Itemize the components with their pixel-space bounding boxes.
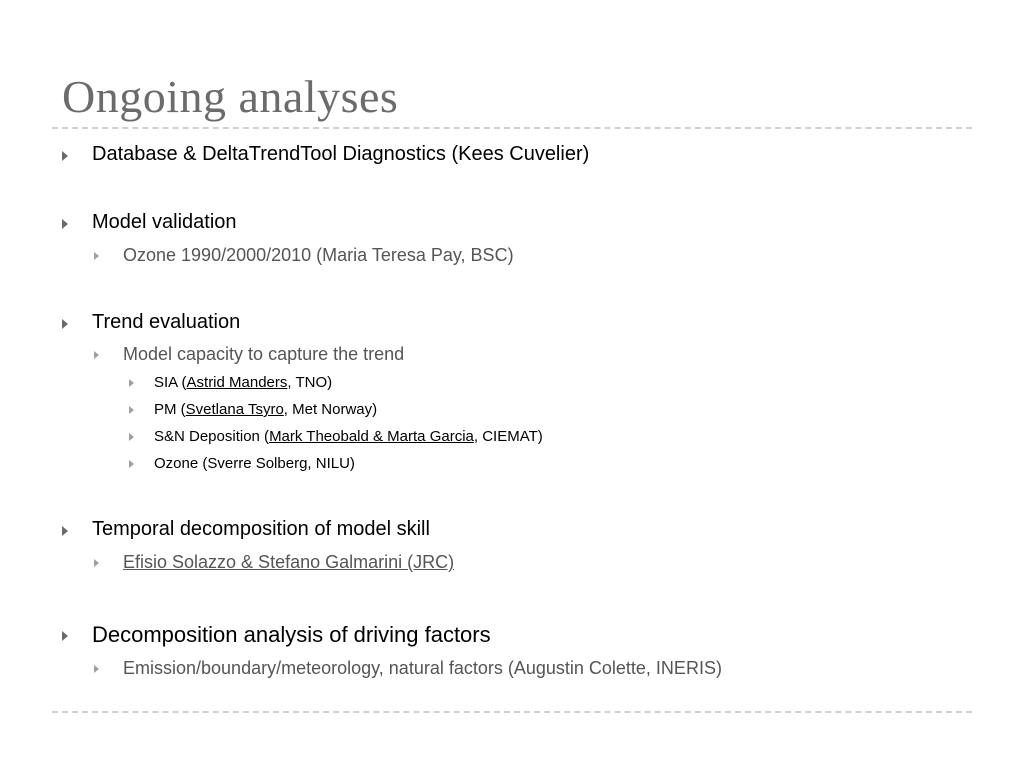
bullet-text: Database & DeltaTrendTool Diagnostics (Kees Cuvelier) <box>92 143 590 165</box>
bullet-arrow-icon <box>94 351 99 359</box>
bullet-text: Model capacity to capture the trend <box>123 344 405 364</box>
bullet-text <box>154 401 377 418</box>
bullet-text <box>154 374 332 391</box>
link-mark-theobald-marta-garcia[interactable]: Mark Theobald & Marta Garcia <box>269 428 474 445</box>
bullet-arrow-icon <box>129 379 134 387</box>
text-prefix: PM ( <box>154 401 186 418</box>
link-astrid-manders[interactable]: Astrid Manders <box>186 374 288 391</box>
bullet-text: Ozone 1990/2000/2010 (Maria Teresa Pay, BSC) <box>123 245 514 265</box>
bullet-arrow-icon <box>129 460 134 468</box>
text-suffix: , TNO) <box>287 374 333 391</box>
text-prefix: SIA ( <box>154 374 187 391</box>
bullet-text <box>154 428 543 445</box>
bullet-text: Emission/boundary/meteorology, natural factors (Augustin Colette, INERIS) <box>123 658 722 678</box>
bullet-text: Temporal decomposition of model skill <box>92 518 430 540</box>
bullet-text: Ozone (Sverre Solberg, NILU) <box>154 455 355 472</box>
top-divider <box>52 127 972 129</box>
text-suffix: , CIEMAT) <box>473 428 543 445</box>
bullet-arrow-icon <box>62 219 68 229</box>
bottom-divider <box>52 711 972 713</box>
bullet-text: Trend evaluation <box>92 311 241 333</box>
bullet-text: Decomposition analysis of driving factors <box>92 622 491 647</box>
bullet-arrow-icon <box>94 252 99 260</box>
bullet-arrow-icon <box>94 559 99 567</box>
link-solazzo-galmarini[interactable]: Efisio Solazzo & Stefano Galmarini (JRC) <box>123 552 455 572</box>
slide-title: Ongoing analyses <box>62 71 399 122</box>
bullet-text <box>123 552 454 573</box>
bullet-arrow-icon <box>129 406 134 414</box>
bullet-text: Model validation <box>92 211 237 233</box>
text-suffix: , Met Norway) <box>283 401 378 418</box>
bullet-arrow-icon <box>129 433 134 441</box>
bullet-arrow-icon <box>62 631 68 641</box>
link-svetlana-tsyro[interactable]: Svetlana Tsyro <box>185 401 284 418</box>
bullet-arrow-icon <box>62 319 68 329</box>
bullet-arrow-icon <box>94 665 99 673</box>
bullet-arrow-icon <box>62 526 68 536</box>
text-prefix: S&N Deposition ( <box>154 428 270 445</box>
bullet-arrow-icon <box>62 151 68 161</box>
